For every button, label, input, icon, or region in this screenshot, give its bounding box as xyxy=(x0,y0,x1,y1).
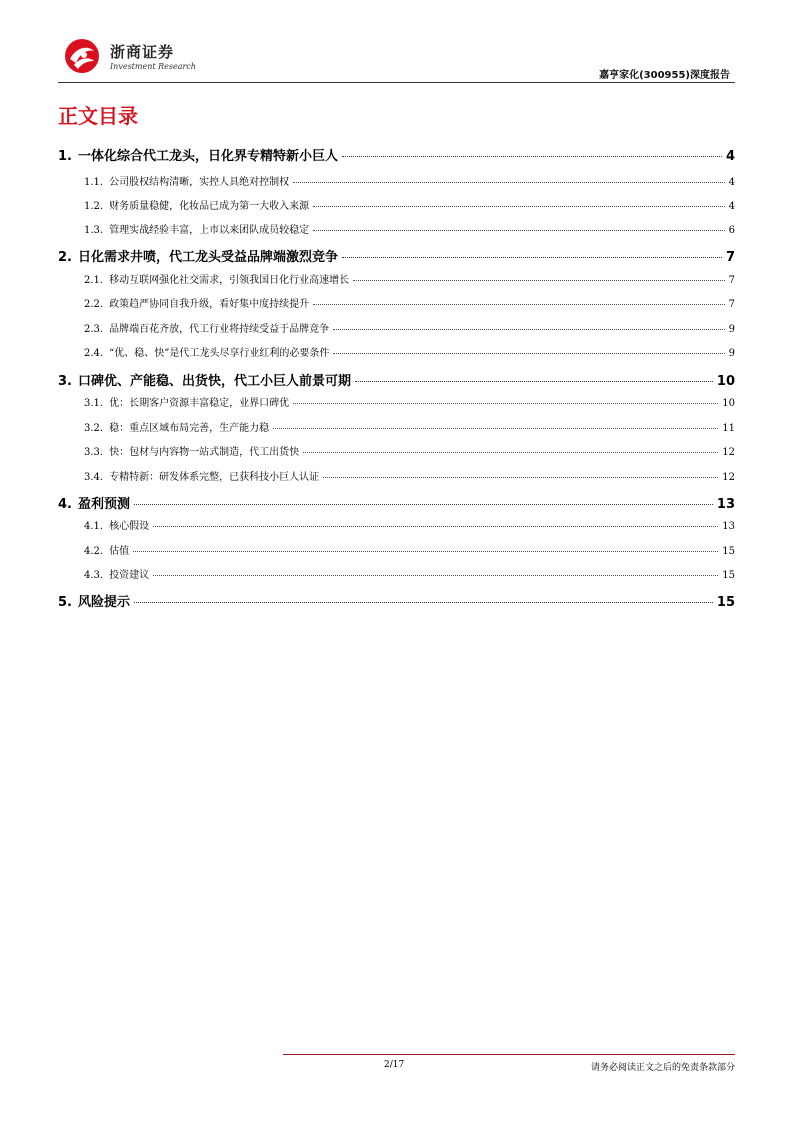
toc-leader-dots xyxy=(353,280,725,281)
toc-entry-number: 1.3. xyxy=(84,225,104,236)
page-number: 2/17 xyxy=(384,1060,405,1070)
toc-entry-page: 7 xyxy=(725,250,735,265)
toc-entry-title: 投资建议 xyxy=(109,570,150,581)
toc-leader-dots xyxy=(333,329,725,330)
toc-subsection-entry[interactable] xyxy=(58,419,735,434)
toc-entry-page: 10 xyxy=(716,374,735,389)
toc-entry-number: 1. xyxy=(58,149,72,164)
toc-entry-page: 12 xyxy=(722,472,735,483)
toc-heading: 正文目录 xyxy=(58,104,138,128)
toc-entry-number: 4.2. xyxy=(84,546,104,557)
toc-entry-page: 9 xyxy=(728,324,735,335)
toc-leader-dots xyxy=(134,602,713,603)
toc-entry-number: 3.2. xyxy=(84,423,104,434)
toc-entry-title: 管理实战经验丰富，上市以来团队成员较稳定 xyxy=(109,225,310,236)
toc-entry-number: 5. xyxy=(58,595,72,610)
toc-entry-title: “优、稳、快”是代工龙头尽享行业红利的必要条件 xyxy=(109,348,330,359)
toc-entry-page: 7 xyxy=(728,275,735,286)
toc-leader-dots xyxy=(303,452,718,453)
toc-section-entry[interactable] xyxy=(58,493,735,512)
footer-disclaimer: 请务必阅读正文之后的免责条款部分 xyxy=(590,1063,735,1073)
toc-entry-title: 口碑优、产能稳、出货快，代工小巨人前景可期 xyxy=(77,374,351,389)
logo-chinese-name: 浙商证券 xyxy=(110,43,175,61)
toc-entry-page: 13 xyxy=(716,497,735,512)
logo-english-name: Investment Research xyxy=(110,62,196,71)
toc-entry-number: 2.3. xyxy=(84,324,104,335)
toc-entry-number: 2.4. xyxy=(84,348,104,359)
toc-entry-page: 15 xyxy=(722,546,735,557)
toc-leader-dots xyxy=(153,526,718,527)
toc-subsection-entry[interactable] xyxy=(58,197,735,212)
toc-entry-title: 盈利预测 xyxy=(77,497,130,512)
toc-leader-dots xyxy=(313,230,725,231)
toc-entry-page: 13 xyxy=(722,521,735,532)
toc-entry-title: 公司股权结构清晰，实控人具绝对控制权 xyxy=(109,177,290,188)
toc-leader-dots xyxy=(293,403,718,404)
toc-leader-dots xyxy=(342,257,722,258)
toc-entry-title: 优：长期客户资源丰富稳定，业界口碑优 xyxy=(109,398,290,409)
toc-entry-number: 3.3. xyxy=(84,447,104,458)
toc-entry-title: 品牌端百花齐放，代工行业将持续受益于品牌竞争 xyxy=(109,324,330,335)
toc-subsection-entry[interactable] xyxy=(58,320,735,335)
toc-section-entry[interactable] xyxy=(58,370,735,389)
toc-leader-dots xyxy=(293,182,725,183)
toc-entry-title: 核心假设 xyxy=(109,521,150,532)
toc-entry-title: 日化需求井喷，代工龙头受益品牌端激烈竞争 xyxy=(77,250,338,265)
toc-entry-number: 3.1. xyxy=(84,398,104,409)
toc-entry-page: 10 xyxy=(722,398,735,409)
toc-entry-number: 4.1. xyxy=(84,521,104,532)
page-header xyxy=(0,0,793,90)
toc-entry-number: 1.2. xyxy=(84,201,104,212)
toc-entry-number: 1.1. xyxy=(84,177,104,188)
toc-leader-dots xyxy=(134,504,713,505)
toc-entry-page: 12 xyxy=(722,447,735,458)
toc-entry-title: 估值 xyxy=(109,546,130,557)
toc-entry-number: 4. xyxy=(58,497,72,512)
toc-entry-title: 一体化综合代工龙头，日化界专精特新小巨人 xyxy=(77,149,338,164)
toc-leader-dots xyxy=(313,304,725,305)
toc-subsection-entry[interactable] xyxy=(58,394,735,409)
toc-entry-number: 2.2. xyxy=(84,299,104,310)
toc-section-entry[interactable] xyxy=(58,591,735,610)
toc-subsection-entry[interactable] xyxy=(58,173,735,188)
toc-subsection-entry[interactable] xyxy=(58,542,735,557)
toc-entry-title: 财务质量稳健，化妆品已成为第一大收入来源 xyxy=(109,201,310,212)
toc-leader-dots xyxy=(133,551,718,552)
toc-entry-title: 移动互联网强化社交需求，引领我国日化行业高速增长 xyxy=(109,275,350,286)
header-divider xyxy=(58,82,735,83)
toc-entry-page: 4 xyxy=(725,149,735,164)
toc-leader-dots xyxy=(355,381,713,382)
toc-subsection-entry[interactable] xyxy=(58,221,735,236)
toc-entry-number: 2.1. xyxy=(84,275,104,286)
report-title: 嘉亨家化(300955)深度报告 xyxy=(599,70,730,81)
toc-subsection-entry[interactable] xyxy=(58,344,735,359)
toc-entry-page: 11 xyxy=(722,423,735,434)
toc-entry-number: 4.3. xyxy=(84,570,104,581)
footer-divider xyxy=(283,1054,735,1055)
toc-leader-dots xyxy=(333,353,724,354)
toc-entry-page: 15 xyxy=(716,595,735,610)
toc-entry-title: 稳：重点区域布局完善，生产能力稳 xyxy=(109,423,270,434)
zheshang-securities-logo-icon xyxy=(62,37,102,75)
toc-entry-page: 9 xyxy=(728,348,735,359)
toc-subsection-entry[interactable] xyxy=(58,468,735,483)
toc-subsection-entry[interactable] xyxy=(58,566,735,581)
toc-subsection-entry[interactable] xyxy=(58,517,735,532)
toc-entry-title: 专精特新：研发体系完整，已获科技小巨人认证 xyxy=(109,472,320,483)
toc-leader-dots xyxy=(323,477,718,478)
toc-leader-dots xyxy=(153,575,718,576)
toc-entry-title: 快：包材与内容物一站式制造，代工出货快 xyxy=(109,447,300,458)
toc-entry-page: 6 xyxy=(728,225,735,236)
toc-entry-page: 4 xyxy=(728,201,735,212)
toc-entry-page: 15 xyxy=(722,570,735,581)
toc-entry-page: 4 xyxy=(728,177,735,188)
toc-entry-number: 2. xyxy=(58,250,72,265)
toc-leader-dots xyxy=(342,156,722,157)
toc-subsection-entry[interactable] xyxy=(58,271,735,286)
toc-entry-page: 7 xyxy=(728,299,735,310)
toc-subsection-entry[interactable] xyxy=(58,443,735,458)
toc-section-entry[interactable] xyxy=(58,246,735,265)
toc-leader-dots xyxy=(273,428,718,429)
toc-entry-number: 3. xyxy=(58,374,72,389)
toc-leader-dots xyxy=(313,206,725,207)
toc-subsection-entry[interactable] xyxy=(58,295,735,310)
toc-entry-number: 3.4. xyxy=(84,472,104,483)
toc-entry-title: 风险提示 xyxy=(77,595,130,610)
toc-entry-title: 政策趋严协同自我升级，看好集中度持续提升 xyxy=(109,299,310,310)
toc-section-entry[interactable] xyxy=(58,145,735,164)
